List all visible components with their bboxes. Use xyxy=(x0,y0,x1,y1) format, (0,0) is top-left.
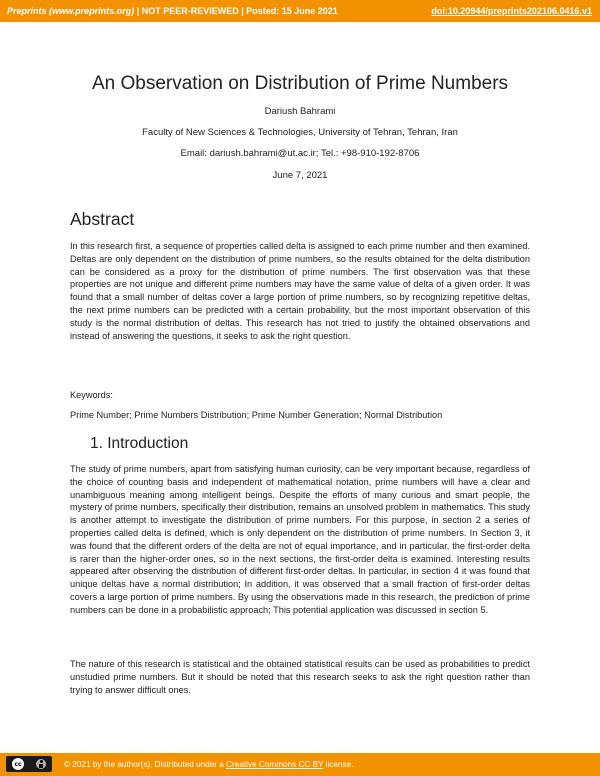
paper-title: An Observation on Distribution of Prime Numbers xyxy=(91,73,509,94)
author-name: Dariush Bahrami xyxy=(264,106,336,117)
license-link[interactable]: Creative Commons CC BY xyxy=(226,760,324,769)
keywords-label: Keywords: xyxy=(70,390,113,400)
paper-date: June 7, 2021 xyxy=(272,170,328,181)
doi-link[interactable]: doi:10.20944/preprints202106.0416.v1 xyxy=(431,6,592,16)
author-affiliation: Faculty of New Sciences & Technologies, University of Tehran, Tehran, Iran xyxy=(142,127,458,138)
posted-date: Posted: 15 June 2021 xyxy=(246,6,338,16)
peer-review-status: NOT PEER-REVIEWED xyxy=(141,6,239,16)
header-separator: | xyxy=(134,6,142,16)
cc-by-badge-icon[interactable] xyxy=(6,756,52,772)
license-suffix: license. xyxy=(323,760,354,769)
abstract-heading: Abstract xyxy=(70,209,135,229)
introduction-paragraph-1: The study of prime numbers, apart from satisfying human curiosity, can be very important because, regardless of the choice of counting basis and independent of mathematical notation, prime numbers will have a clear and unambiguous meaning among intelligent beings. Despite the efforts of many curious and smart people, the mystery of prime numbers, specifically their distribution, remains an unsolved problem in mathematics. This study is another attempt to investigate the distribution of prime numbers. For this purpose, in section 2 a series of properties called delta is defined, which is only dependent on the distribution of prime numbers. In Section 3, it was found that the different orders of the delta are not of equal importance, and in particular, the first-order delta is rarer than the higher-order ones, so in the next sections, the first-order delta is examined. Interesting results appeared after observing the distribution of different first-order deltas. In particular, in section 4 it was found that unique deltas have a normal distribution; In addition, it was observed that a small fraction of first-order deltas covers a large portion of prime numbers. By using the observations made in this research, the prediction of prime numbers can be done in a probabilistic approach; This potential application was discussed in section 5. xyxy=(70,464,530,615)
license-prefix: © 2021 by the author(s). Distributed under a xyxy=(64,760,227,769)
introduction-paragraph-2: The nature of this research is statistical and the obtained statistical results can be used as probabilities to predict unstudied prime numbers. But it should be noted that this research seeks to ask the right question rather than trying to answer difficult ones. xyxy=(70,659,530,695)
license-text xyxy=(64,760,353,769)
cc-icon: cc xyxy=(12,758,24,770)
abstract-text: In this research first, a sequence of properties called delta is assigned to each prime number and then examined. Deltas are only dependent on the distribution of prime numbers, so the results obtained for the delta distribution can be considered as a proxy for the distribution of prime numbers. The first observation was that these properties are not unique and different prime numbers may have the same value of delta of a given order. It was found that a small number of deltas cover a large portion of prime numbers, so by recognizing repetitive deltas, the next prime numbers can be predicted with a certain probability, but the most important observation of this study is the normal distribution of deltas. This research has not tried to justify the obtained observations and instead of answering the questions, it seeks to ask the right question. xyxy=(70,241,530,341)
attribution-person-icon xyxy=(36,759,46,769)
keywords-text: Prime Number; Prime Numbers Distribution; Prime Number Generation; Normal Distribution xyxy=(70,410,443,420)
introduction-heading: 1. Introduction xyxy=(90,435,189,452)
header-left xyxy=(7,6,338,16)
author-contact: Email: dariush.bahrami@ut.ac.ir; Tel.: +98-910-192-8706 xyxy=(180,148,420,159)
preprint-header-bar xyxy=(0,0,600,22)
preprints-brand-link[interactable]: Preprints (www.preprints.org) xyxy=(7,6,135,16)
license-footer-bar xyxy=(0,753,600,776)
header-separator: | xyxy=(238,6,247,16)
